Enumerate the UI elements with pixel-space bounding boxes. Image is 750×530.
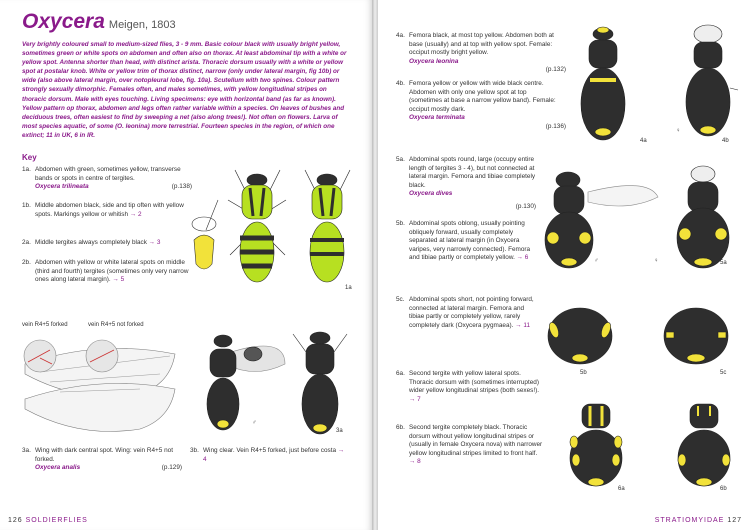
couplet-1a: 1a. Abdomen with green, sometimes yellow, transverse bands or spots in centre of tergites. Oxycera trilineata (p.138) (22, 166, 192, 191)
figure-label: 5c (720, 370, 727, 376)
figure-3a (185, 324, 355, 442)
vein-label-forked: vein R4+5 forked (22, 322, 68, 328)
key-arrow[interactable]: → 2 (129, 210, 142, 218)
figure-label: 4a (640, 138, 647, 144)
female-symbol: ♀ (590, 128, 595, 134)
wing-figure (20, 334, 180, 444)
figure-label: 6b (720, 486, 727, 492)
figure-label: 3a (336, 428, 343, 434)
male-symbol: ♂ (594, 258, 599, 264)
fly-dorsal-green-2 (305, 170, 350, 282)
couplet-5a: 5a. Abdominal spots round, large (occupy entire length of tergites 3 - 4), but not connected at lateral margin. Femora and tibiae completely black. Oxycera dives (p.130) (396, 156, 536, 210)
fly-dives-female (677, 166, 729, 268)
species-name: Oxycera dives (409, 190, 453, 198)
key-arrow[interactable]: → 11 (515, 321, 531, 329)
fly-6b (678, 404, 730, 486)
fly-terminata (686, 25, 738, 136)
couplet-4b: 4b. Femora yellow or yellow with wide black centre. Abdomen with only one yellow spot at top (sometimes at base a narrow yellow band). Female: occiput mostly dark. Oxycera terminata (p.136) (396, 80, 566, 130)
couplet-2b: 2b. Abdomen with yellow or white lateral spots on middle (third and fourth) tergites (sometimes only very narrow ones along lateral margin). → 5 (22, 259, 189, 284)
male-symbol: ♂ (252, 420, 257, 426)
couplet-3a: 3a. Wing with dark central spot. Wing: vein R4+5 not forked. Oxycera analis (p.129) (22, 447, 182, 472)
vein-zoom-circle-forked (24, 340, 56, 372)
couplet-3b: 3b. Wing clear. Vein R4+5 forked, just before costa → 4 (190, 447, 345, 463)
figure-5b-5c (538, 300, 738, 370)
genus-title: Oxycera Meigen, 1803 (22, 10, 176, 33)
abdomen-5c (664, 308, 728, 364)
fly-6a (570, 404, 622, 486)
vein-label-not-forked: vein R4+5 not forked (88, 322, 144, 328)
key-heading: Key (22, 153, 37, 162)
page-ref: (p.136) (545, 123, 566, 130)
key-arrow[interactable]: → 7 (409, 395, 421, 403)
key-arrow[interactable]: → 5 (112, 276, 125, 284)
figure-label: 6a (618, 486, 625, 492)
page-ref: (p.129) (161, 464, 182, 471)
genus-description: Very brightly coloured small to medium-sized flies, 3 - 9 mm. Basic colour black with usually bright yellow, sometimes green or white spots on abdomen and often also on thorax. At least abdominal tip with a white or yellow spot. Antenna shorter than head, with distinct arista. Thoracic dorsum usually with a white or yellow spot at postalar knob. White or yellow trim of thorax distinct, narrow (only under lateral margin, fig 10b) or wide (also above lateral margin, over notopleural lobe, fig. 10a). Scutellum with two spines. Colour pattern strongly sexually dimorphic. Females often, and males sometimes, with yellow longitudinal stripes on thoracic dorsum. Male with eyes touching. Living specimens: eye with horizontal band (as far as known). Yellow pattern op thorax, abdomen and legs often rather variable within a species. On leaves of bushes and deciduous trees, often easiest to find by sweeping a net (also along trees!). Not often on flowers. Larva of most species aquatic, of some (O. leonina) more terrestrial. Fourteen species in the region, of which one extinct; 11 in UK, 6 in IR. (22, 41, 347, 139)
figure-6 (568, 402, 738, 488)
species-name: Oxycera terminata (409, 114, 465, 122)
key-arrow[interactable]: → 4 (203, 447, 345, 463)
fly-leonina (581, 27, 625, 140)
species-name: Oxycera leonina (409, 57, 459, 65)
page-ref: (p.138) (171, 183, 192, 190)
couplet-2a: 2a. Middle tergites always completely black → 3 (22, 239, 161, 246)
fly-dark-wing (207, 335, 285, 430)
abdomen-5b (548, 308, 613, 364)
species-name: Oxycera analis (35, 464, 81, 472)
page-ref: (p.130) (515, 203, 536, 210)
fly-dorsal-green-1 (228, 170, 286, 282)
couplet-4a: 4a. Femora black, at most top yellow. Abdomen both at base (usually) and at top with yellow spot. Female: occiput mostly bright yellow. Oxycera leonina (p.132) (396, 32, 566, 73)
left-page (0, 0, 373, 530)
couplet-6b: 6b. Second tergite completely black. Thoracic dorsum without yellow longitudinal stripes or (usually in female Oxycera nova) with narrower yellow longitudinal stripes limited to front half. → 8 (396, 424, 543, 466)
fly-dorsal-analis (293, 332, 347, 434)
page-footer-left: 126 SOLDIERFLIES (8, 517, 88, 524)
figure-label: 1a (345, 285, 352, 291)
fly-dives-male (545, 172, 658, 268)
figure-5a (538, 152, 743, 270)
figure-label: 5a (720, 260, 727, 266)
key-arrow[interactable]: → 3 (148, 239, 161, 246)
genus-author: Meigen, 1803 (108, 19, 176, 31)
key-arrow[interactable]: → 8 (409, 458, 421, 466)
couplet-5b: 5b. Abdominal spots oblong, usually pointing obliquely forward, usually completely separated at lateral margin (in Oxycera varipes, very narrowly connected). Femora and tibiae partly or completely yellow. → 6 (396, 220, 531, 262)
figure-label: 4b (722, 138, 729, 144)
species-name: Oxycera trilineata (35, 183, 89, 191)
key-arrow[interactable]: → 6 (516, 254, 529, 262)
figure-label: 5b (580, 370, 587, 376)
couplet-6a: 6a. Second tergite with yellow lateral spots. Thoracic dorsum with (sometimes interrupted) wider yellow longitudinal stripes (both sexes!). → 7 (396, 370, 540, 403)
page-ref: (p.132) (545, 66, 566, 73)
fly-profile-green (192, 200, 218, 269)
page-footer-right: STRATIOMYIDAE 127 (654, 517, 742, 524)
figure-1a (190, 160, 360, 290)
female-symbol: ♀ (676, 128, 681, 134)
female-symbol: ♀ (654, 258, 659, 264)
right-page (378, 0, 750, 530)
figure-4 (578, 18, 738, 146)
couplet-1b: 1b. Middle abdomen black, side and tip often with yellow spots. Markings yellow or whitish → 2 (22, 202, 184, 218)
couplet-5c: 5c. Abdominal spots short, not pointing forward, connected at lateral margin. Femora and tibiae partly or completely yellow, rarely completely dark (Oxycera pygmaea). → 11 (396, 296, 534, 329)
